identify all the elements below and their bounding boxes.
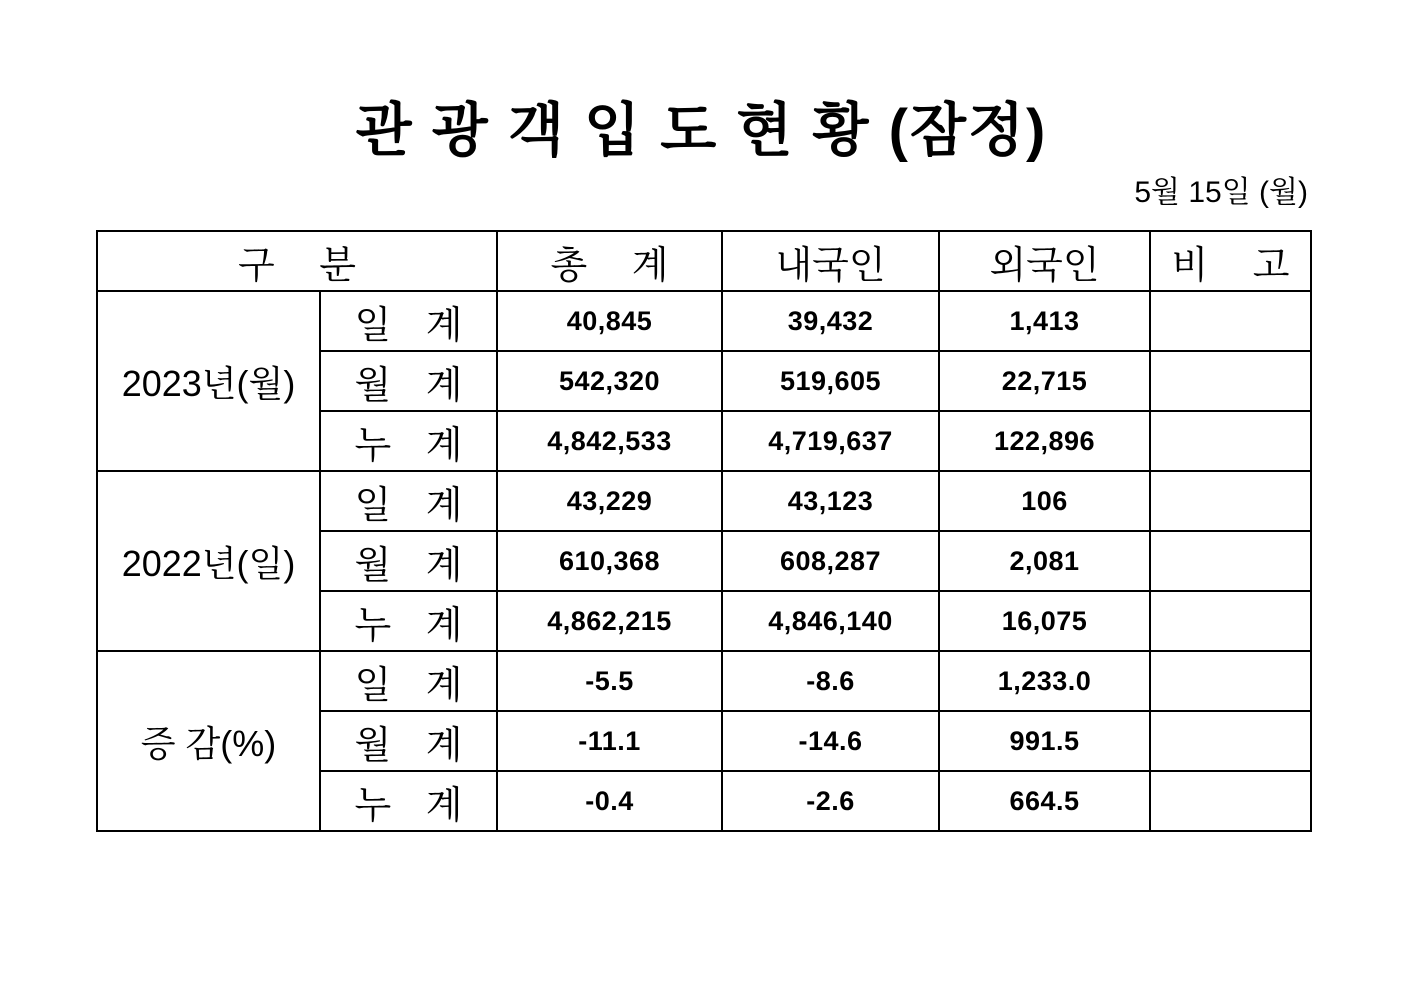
group-label-change: 증 감(%)	[97, 651, 320, 831]
cell-domestic: 39,432	[722, 291, 939, 351]
cell-foreign: 106	[939, 471, 1150, 531]
header-total: 총 계	[497, 231, 722, 291]
cell-remarks	[1150, 351, 1311, 411]
cell-foreign: 664.5	[939, 771, 1150, 831]
cell-domestic: -8.6	[722, 651, 939, 711]
row-label: 월 계	[320, 531, 497, 591]
table-row	[97, 291, 1311, 351]
cell-domestic: 519,605	[722, 351, 939, 411]
page-title: 관 광 객 입 도 현 황 (잠정)	[355, 98, 1048, 163]
header-category: 구 분	[97, 231, 497, 291]
header-domestic: 내국인	[722, 231, 939, 291]
cell-total: 542,320	[497, 351, 722, 411]
cell-foreign: 16,075	[939, 591, 1150, 651]
cell-total: -0.4	[497, 771, 722, 831]
cell-remarks	[1150, 771, 1311, 831]
tourist-arrival-table	[96, 230, 1312, 832]
row-label: 월 계	[320, 351, 497, 411]
cell-foreign: 1,233.0	[939, 651, 1150, 711]
header-foreign: 외국인	[939, 231, 1150, 291]
cell-remarks	[1150, 291, 1311, 351]
cell-domestic: 4,719,637	[722, 411, 939, 471]
table-row	[97, 651, 1311, 711]
header-remarks: 비 고	[1150, 231, 1311, 291]
cell-remarks	[1150, 651, 1311, 711]
cell-remarks	[1150, 711, 1311, 771]
cell-total: 610,368	[497, 531, 722, 591]
table-row	[97, 471, 1311, 531]
cell-remarks	[1150, 471, 1311, 531]
cell-total: 4,842,533	[497, 411, 722, 471]
row-label: 누 계	[320, 591, 497, 651]
cell-domestic: 608,287	[722, 531, 939, 591]
cell-foreign: 122,896	[939, 411, 1150, 471]
group-label-2023: 2023년(월)	[97, 291, 320, 471]
cell-total: 4,862,215	[497, 591, 722, 651]
cell-domestic: 43,123	[722, 471, 939, 531]
row-label: 누 계	[320, 771, 497, 831]
cell-remarks	[1150, 531, 1311, 591]
cell-domestic: -14.6	[722, 711, 939, 771]
cell-domestic: 4,846,140	[722, 591, 939, 651]
cell-foreign: 22,715	[939, 351, 1150, 411]
cell-foreign: 1,413	[939, 291, 1150, 351]
group-label-2022: 2022년(일)	[97, 471, 320, 651]
header-row	[97, 231, 1311, 291]
cell-domestic: -2.6	[722, 771, 939, 831]
row-label: 일 계	[320, 651, 497, 711]
row-label: 월 계	[320, 711, 497, 771]
row-label: 일 계	[320, 291, 497, 351]
row-label: 일 계	[320, 471, 497, 531]
cell-remarks	[1150, 411, 1311, 471]
cell-total: 40,845	[497, 291, 722, 351]
row-label: 누 계	[320, 411, 497, 471]
cell-total: -11.1	[497, 711, 722, 771]
cell-remarks	[1150, 591, 1311, 651]
cell-foreign: 2,081	[939, 531, 1150, 591]
cell-total: -5.5	[497, 651, 722, 711]
report-date: 5월 15일 (월)	[1134, 176, 1308, 209]
cell-total: 43,229	[497, 471, 722, 531]
cell-foreign: 991.5	[939, 711, 1150, 771]
